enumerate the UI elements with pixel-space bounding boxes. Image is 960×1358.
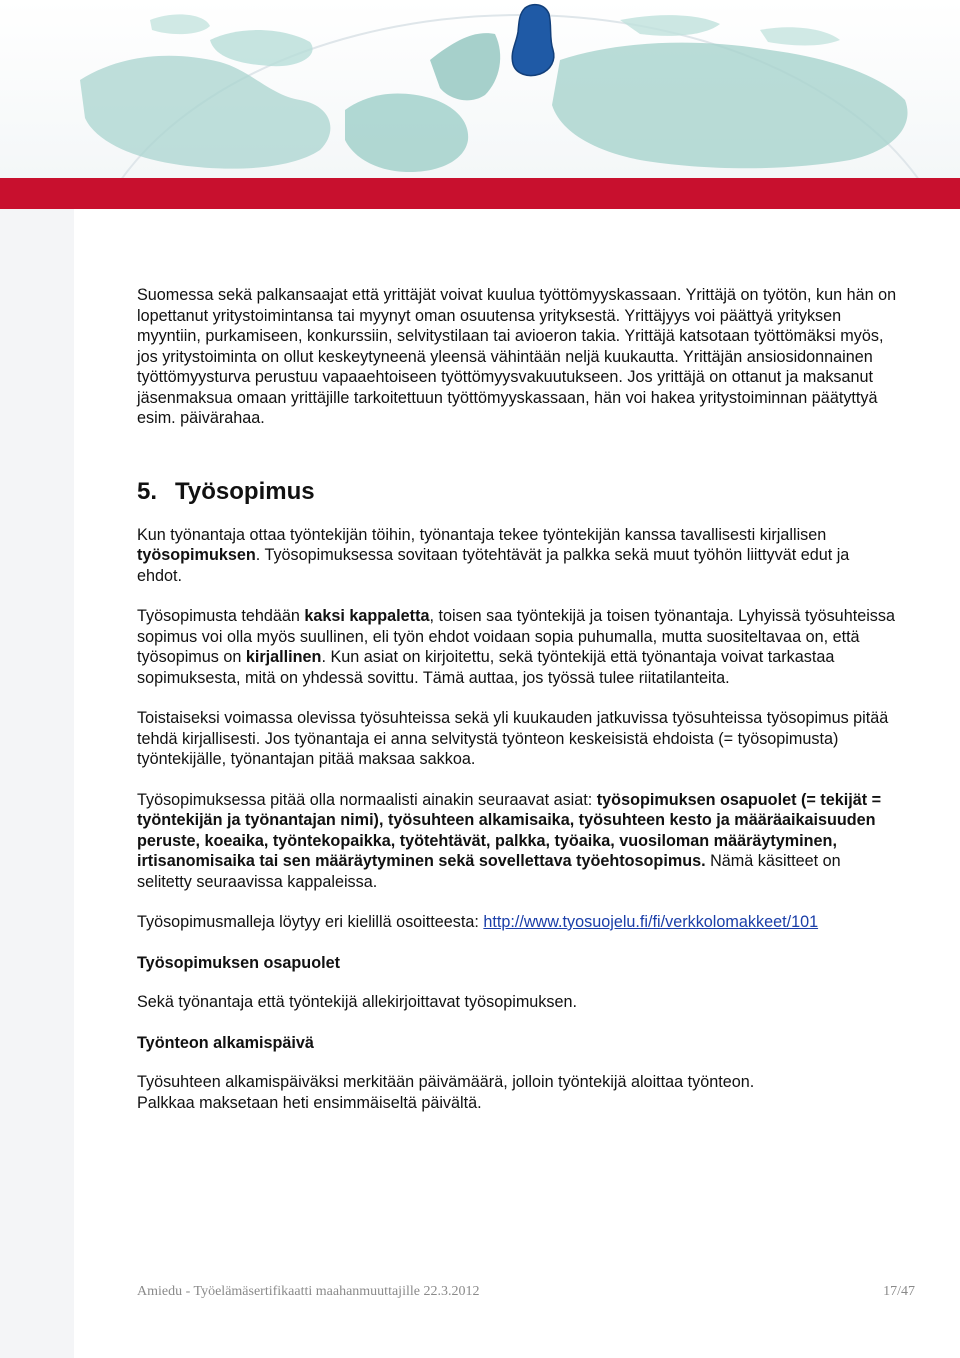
page-number: 17/47 [883, 1284, 915, 1299]
section-number: 5. [137, 477, 158, 505]
p2-text-a: Kun työnantaja ottaa työntekijän töihin, työnantaja tekee työntekijän kanssa tavallisesti kirjallisen [137, 525, 827, 544]
paragraph-start-date-1: Työsuhteen alkamispäiväksi merkitään päivämäärä, jolloin työntekijä aloittaa työnteon. [137, 1073, 755, 1091]
paragraph-start-date-2: Palkkaa maksetaan heti ensimmäiseltä päivältä. [137, 1093, 482, 1112]
p5-text-c: Nämä käsitteet on selitetty seuraavissa kappaleissa. [137, 852, 841, 891]
p3-text-c: , toisen saa työntekijä ja toisen työnantaja. Lyhyissä työsuhteissa sopimus voi olla myös suullinen, eli työn ehdot voidaan sopia puhumalla, mutta suositeltavaa on, että työsopimus on [137, 607, 895, 666]
templates-link[interactable]: http://www.tyosuojelu.fi/fi/verkkolomakkeet/101 [483, 913, 819, 931]
paragraph-employment-contract [137, 525, 897, 587]
page-footer [137, 1284, 915, 1304]
subheading-start-date: Työnteon alkamispäivä [137, 1033, 314, 1052]
world-map-image [0, 0, 960, 178]
p3-text-a: Työsopimusta tehdään [137, 607, 305, 625]
p3-text-e: . Kun asiat on kirjoitettu, sekä työntekijä että työnantaja voivat tarkastaa sopimuksesta, mitä on yhdessä sovittu. Tämä auttaa, jos työssä tulee riitatilanteita. [137, 648, 835, 687]
p3-bold-written: kirjallinen [245, 648, 322, 666]
paragraph-templates [137, 912, 897, 933]
p5-bold-list: työsopimuksen osapuolet (= tekijät = työntekijän ja työnantajan nimi), työsuhteen alkamisaika, työsuhteen kesto ja määräaikaisuuden peruste, koeaika, työntekopaikka, työtehtävät, palkka, työaika, vuosiloman määräytyminen, irtisanomisaika tai sen määräytyminen sekä sovellettava työehtosopimus. [137, 790, 882, 870]
p2-text-c: . Työsopimuksessa sovitaan työtehtävät ja palkka sekä muut työhön liittyvät edut ja ehdot. [137, 546, 850, 585]
header-map-banner [0, 0, 960, 178]
intro-paragraph: Suomessa sekä palkansaajat että yrittäjät voivat kuulua työttömyyskassaan. Yrittäjä on työtön, kun hän on lopettanut yritystoimintansa tai myynyt oman osuutensa yrityksestä. Yrittäjyys voi päättyä yrityksen myyntiin, purkamiseen, konkurssiin, selvitystilaan tai avioeron takia. Yrittäjä katsotaan työttömäksi myös, jos yritystoiminta on ollut keskeytyneenä yleensä vähintään neljä kuukautta. Yrittäjän ansiosidonnainen työttömyysturva perustuu vapaaehtoiseen työttömyysvakuutukseen. Jos yrittäjä on ottanut ja maksanut jäsenmaksua omaan yrittäjille tarkoitettuun työttömyyskassaan, hän voi hakea yritystoiminnan päätyttyä esim. päivärahaa. [137, 286, 897, 427]
document-body [137, 285, 897, 1113]
footer-title: Amiedu - Työelämäsertifikaatti maahanmuuttajille 22.3.2012 [137, 1284, 480, 1299]
section-heading [137, 477, 897, 507]
p3-bold-copies: kaksi kappaletta [304, 607, 430, 625]
paragraph-parties: Sekä työnantaja että työntekijä allekirjoittavat työsopimuksen. [137, 993, 578, 1011]
section-title: Työsopimus [175, 477, 315, 505]
subheading-parties: Työsopimuksen osapuolet [137, 953, 340, 972]
paragraph-written-requirement: Toistaiseksi voimassa olevissa työsuhteissa sekä yli kuukauden jatkuvissa työsuhteissa työsopimus pitää tehdä kirjallisesti. Jos työnantaja ei anna selvitystä työnteon keskeisistä ehdoista (= työsopimusta) työntekijälle, työnantajan pitää maksaa sakkoa. [137, 709, 889, 768]
paragraph-two-copies [137, 606, 897, 688]
p2-bold-term: työsopimuksen [137, 546, 256, 564]
paragraph-contract-contents [137, 790, 897, 893]
p5-text-a: Työsopimuksessa pitää olla normaalisti ainakin seuraavat asiat: [137, 790, 597, 809]
header-red-band [0, 178, 960, 209]
p6-text: Työsopimusmalleja löytyy eri kielillä osoitteesta: [137, 913, 484, 931]
